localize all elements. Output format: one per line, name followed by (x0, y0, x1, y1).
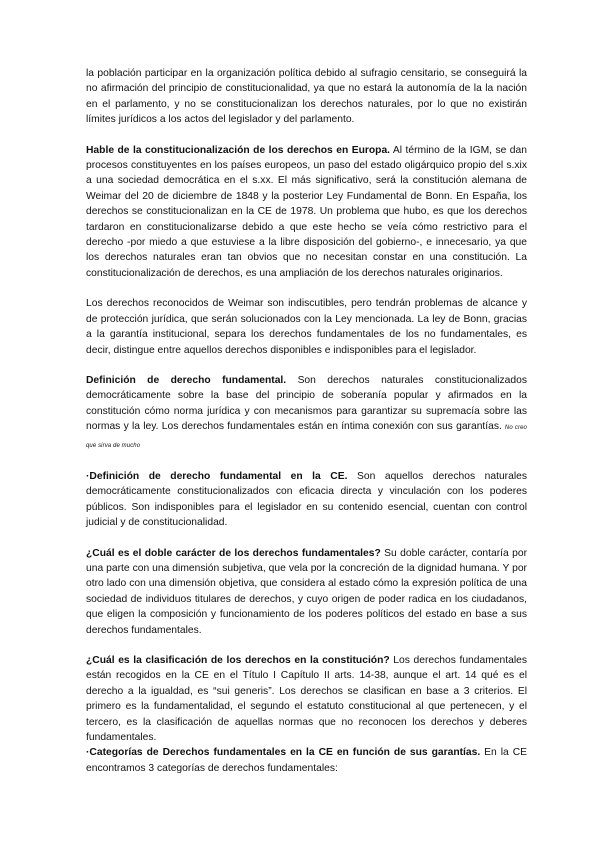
paragraph-text: Su doble carácter, contaría por una parte con una dimensión subjetiva, que vela por la concreción de la dignidad humana. Y por otro lado con una dimensión objetiva, que considera al estado cómo la expresión política de una sociedad de individuos titulares de derechos, y cuyo origen de poder radica en los ciudadanos, que eligen la composición y funcionamiento de los poderes políticos del estado en base a sus derechos fundamentales. (86, 547, 527, 636)
paragraph-gap (86, 531, 527, 546)
paragraph-definicion-derecho-fundamental (86, 373, 527, 454)
paragraph-categorias (86, 745, 527, 776)
paragraph-text: Los derechos fundamentales están recogidos en la CE en el Título I Capítulo II arts. 14-38, aunque el art. 14 qué es el derecho a la igualdad, es “sui generis”. Los derechos se clasifican en base a 3 criterios. El primero es la fundamentalidad, el segundo el estatuto constitucional al que pertenecen, y el tercero, es la clasificación de aquellas normas que no reconocen los derechos y deberes fundamentales. (86, 655, 528, 744)
paragraph-gap (86, 454, 527, 469)
paragraph-gap (86, 281, 527, 296)
paragraph-text: Al término de la IGM, se dan procesos constituyentes en los países europeos, un paso del estado oligárquico propio del s.xix a una sociedad democrática en el s.xx. El más significativo, será la constitución alemana de Weimar del 20 de diciembre de 1848 y la posterior Ley Fundamental de Bonn. En España, los derechos se constitucionalizan en la CE de 1978. Un problema que hubo, es que los derechos tardaron en constitucionalizarse debido a que este hecho se veía cómo restrictivo para el derecho -por miedo a que estuviese a la libre disposición del gobierno-, e innecesario, ya que los derechos naturales eran tan obvios que no necesitan constar en una constitución. La constitucionalización de derechos, es una ampliación de los derechos naturales originarios. (86, 144, 527, 279)
question-heading: ¿Cuál es la clasificación de los derechos en la constitución? (86, 655, 390, 666)
paragraph-gap (86, 128, 527, 143)
paragraph-text: Son aquellos derechos naturales democráticamente constitucionalizados con eficacia directa y vinculación con los poderes públicos. Son indisponibles para el legislador en su contenido esencial, cuentan con control judicial y de constitucionalidad. (86, 470, 528, 529)
paragraph-text: la población participar en la organización política debido al sufragio censitario, se conseguirá la no afirmación del principio de constitucionalidad, ya que no estará la autonomía de la la nación en el parlamento, y no se constitucionalizan los derechos naturales, por lo que no existirán límites jurídicos a los actos del legislador y del parlamento. (86, 68, 527, 126)
paragraph-weimar-bonn (86, 296, 527, 358)
paragraph-clasificacion (86, 653, 527, 745)
paragraph-text: Los derechos reconocidos de Weimar son indiscutibles, pero tendrán problemas de alcance y de protección jurídica, que serán solucionados con la Ley mencionada. La ley de Bonn, gracias a la garantía institucional, separa los derechos fundamentales de los no fundamentales, es decir, distingue entre aquellos derechos disponibles e indisponibles para el legislador. (86, 298, 527, 356)
paragraph-doble-caracter (86, 546, 527, 638)
paragraph-text: Son derechos naturales constitucionalizados democráticamente sobre la base del principio de soberanía popular y afirmados en la constitución cómo norma jurídica y con mecanismos para garantizar su supremacía sobre las normas y la ley. Los derechos fundamentales están en íntima conexión con sus garantías. (86, 374, 527, 433)
question-heading: ¿Cuál es el doble carácter de los derechos fundamentales? (86, 547, 381, 559)
question-heading: ·Categorías de Derechos fundamentales en la CE en función de sus garantías. (86, 747, 481, 759)
question-heading: Definición de derecho fundamental. (86, 374, 287, 386)
document-body (86, 66, 527, 776)
paragraph-definicion-ce (86, 469, 527, 531)
margin-note: No creo que sirva de mucho (86, 425, 527, 449)
paragraph-gap (86, 358, 527, 373)
paragraph-constitucionalizacion-europa (86, 143, 527, 282)
question-heading: ·Definición de derecho fundamental en la CE. (86, 470, 348, 482)
paragraph-text: En la CE encontramos 3 categorías de derechos fundamentales: (86, 747, 528, 774)
question-heading: Hable de la constitucionalización de los derechos en Europa. (86, 144, 391, 156)
paragraph-sufragio-censitario (86, 66, 527, 128)
paragraph-gap (86, 638, 527, 653)
